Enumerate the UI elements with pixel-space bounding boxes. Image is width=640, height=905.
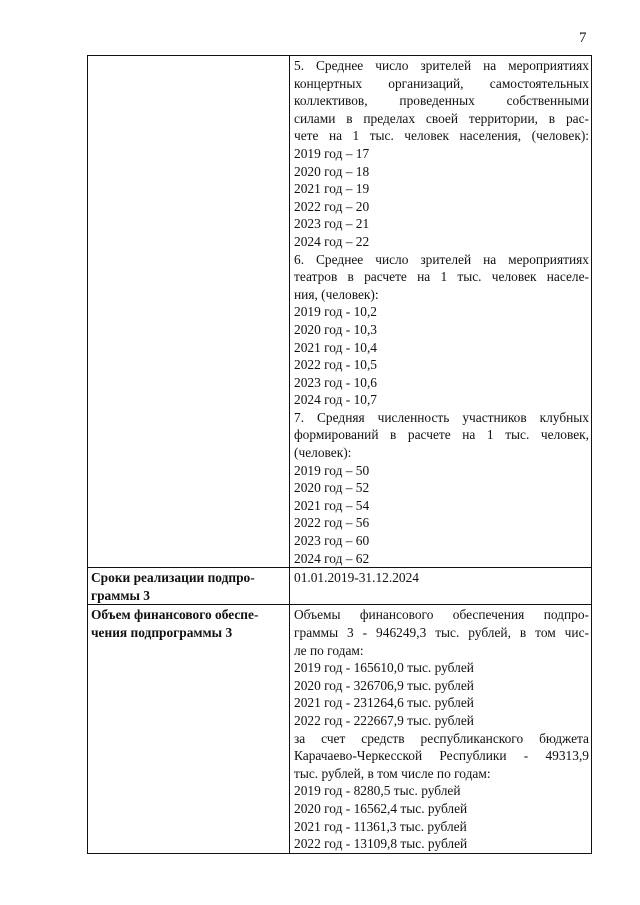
- table-row-indicators: [88, 56, 592, 568]
- row-label-empty: [88, 56, 290, 568]
- text-line: 2023 год – 21: [294, 216, 370, 232]
- text-line: 2020 год - 326706,9 тыс. рублей: [294, 677, 474, 693]
- text-line: 2024 год – 22: [294, 233, 370, 249]
- text-line: концертных организаций, самостоятельных: [294, 75, 589, 91]
- text-line: ле по годам:: [294, 642, 364, 658]
- text-line: силами в пределах своей территории, в рас-: [294, 110, 589, 126]
- text-line: 2023 год – 60: [294, 533, 370, 549]
- indicators-cell: [290, 56, 592, 568]
- text-line: 2024 год – 62: [294, 550, 370, 566]
- text-line: 2020 год – 18: [294, 163, 370, 179]
- text-line: коллективов, проведенных собственными: [294, 93, 589, 109]
- text-line: (человек):: [294, 445, 352, 461]
- text-line: 2021 год – 19: [294, 181, 370, 197]
- text-line: формирований в расчете на 1 тыс. человек,: [294, 427, 589, 443]
- text-line: 2022 год – 20: [294, 198, 370, 214]
- text-line: Объемы финансового обеспечения подпро-: [294, 607, 589, 623]
- page-number: 7: [579, 30, 587, 46]
- text-line: 2022 год - 10,5: [294, 357, 377, 373]
- subprogram-passport-table: [87, 55, 592, 854]
- label-line: чения подпрограммы 3: [91, 625, 233, 640]
- table-row-financing: [88, 605, 592, 853]
- text-line: за счет средств республиканского бюджета: [294, 730, 589, 746]
- label-line: граммы 3: [91, 587, 150, 603]
- text-line: 2019 год - 10,2: [294, 304, 377, 320]
- label-line: Сроки реализации подпро-: [91, 570, 255, 586]
- text-line: 2020 год – 52: [294, 480, 370, 496]
- text-line: 2019 год - 165610,0 тыс. рублей: [294, 660, 474, 676]
- text-line: 2022 год - 222667,9 тыс. рублей: [294, 712, 474, 728]
- text-line: 01.01.2019-31.12.2024: [294, 570, 419, 586]
- text-line: театров в расчете на 1 тыс. человек населе-: [294, 269, 589, 285]
- text-line: 2019 год – 17: [294, 145, 370, 161]
- text-line: Карачаево-Черкесской Республики - 49313,9: [294, 748, 589, 764]
- text-line: 2021 год - 231264,6 тыс. рублей: [294, 695, 474, 711]
- row-label-financing: [88, 605, 290, 853]
- text-line: 2021 год - 11361,3 тыс. рублей: [294, 818, 467, 834]
- text-line: 2023 год - 10,6: [294, 374, 377, 390]
- text-line: граммы 3 - 946249,3 тыс. рублей, в том чис-: [294, 625, 589, 640]
- label-line: Объем финансового обеспе-: [91, 607, 259, 623]
- text-line: тыс. рублей, в том числе по годам:: [294, 765, 491, 781]
- text-line: 2019 год – 50: [294, 462, 370, 478]
- terms-cell: [290, 568, 592, 605]
- text-line: 2020 год - 16562,4 тыс. рублей: [294, 800, 468, 816]
- text-line: чете на 1 тыс. человек населения, (человек):: [294, 128, 589, 144]
- table-row-terms: [88, 568, 592, 605]
- text-line: 2020 год - 10,3: [294, 321, 377, 337]
- text-line: 5. Среднее число зрителей на мероприятиях: [294, 58, 589, 73]
- text-line: 2022 год – 56: [294, 515, 370, 531]
- financing-cell: [290, 605, 592, 853]
- text-line: 2022 год - 13109,8 тыс. рублей: [294, 836, 468, 852]
- text-line: 2021 год – 54: [294, 497, 370, 513]
- text-line: 2019 год - 8280,5 тыс. рублей: [294, 783, 461, 799]
- text-line: ния, (человек):: [294, 286, 379, 302]
- row-label-terms: [88, 568, 290, 605]
- text-line: 7. Средняя численность участников клубных: [294, 409, 589, 425]
- text-line: 6. Среднее число зрителей на мероприятиях: [294, 251, 589, 267]
- text-line: 2021 год - 10,4: [294, 339, 377, 355]
- text-line: 2024 год - 10,7: [294, 392, 377, 408]
